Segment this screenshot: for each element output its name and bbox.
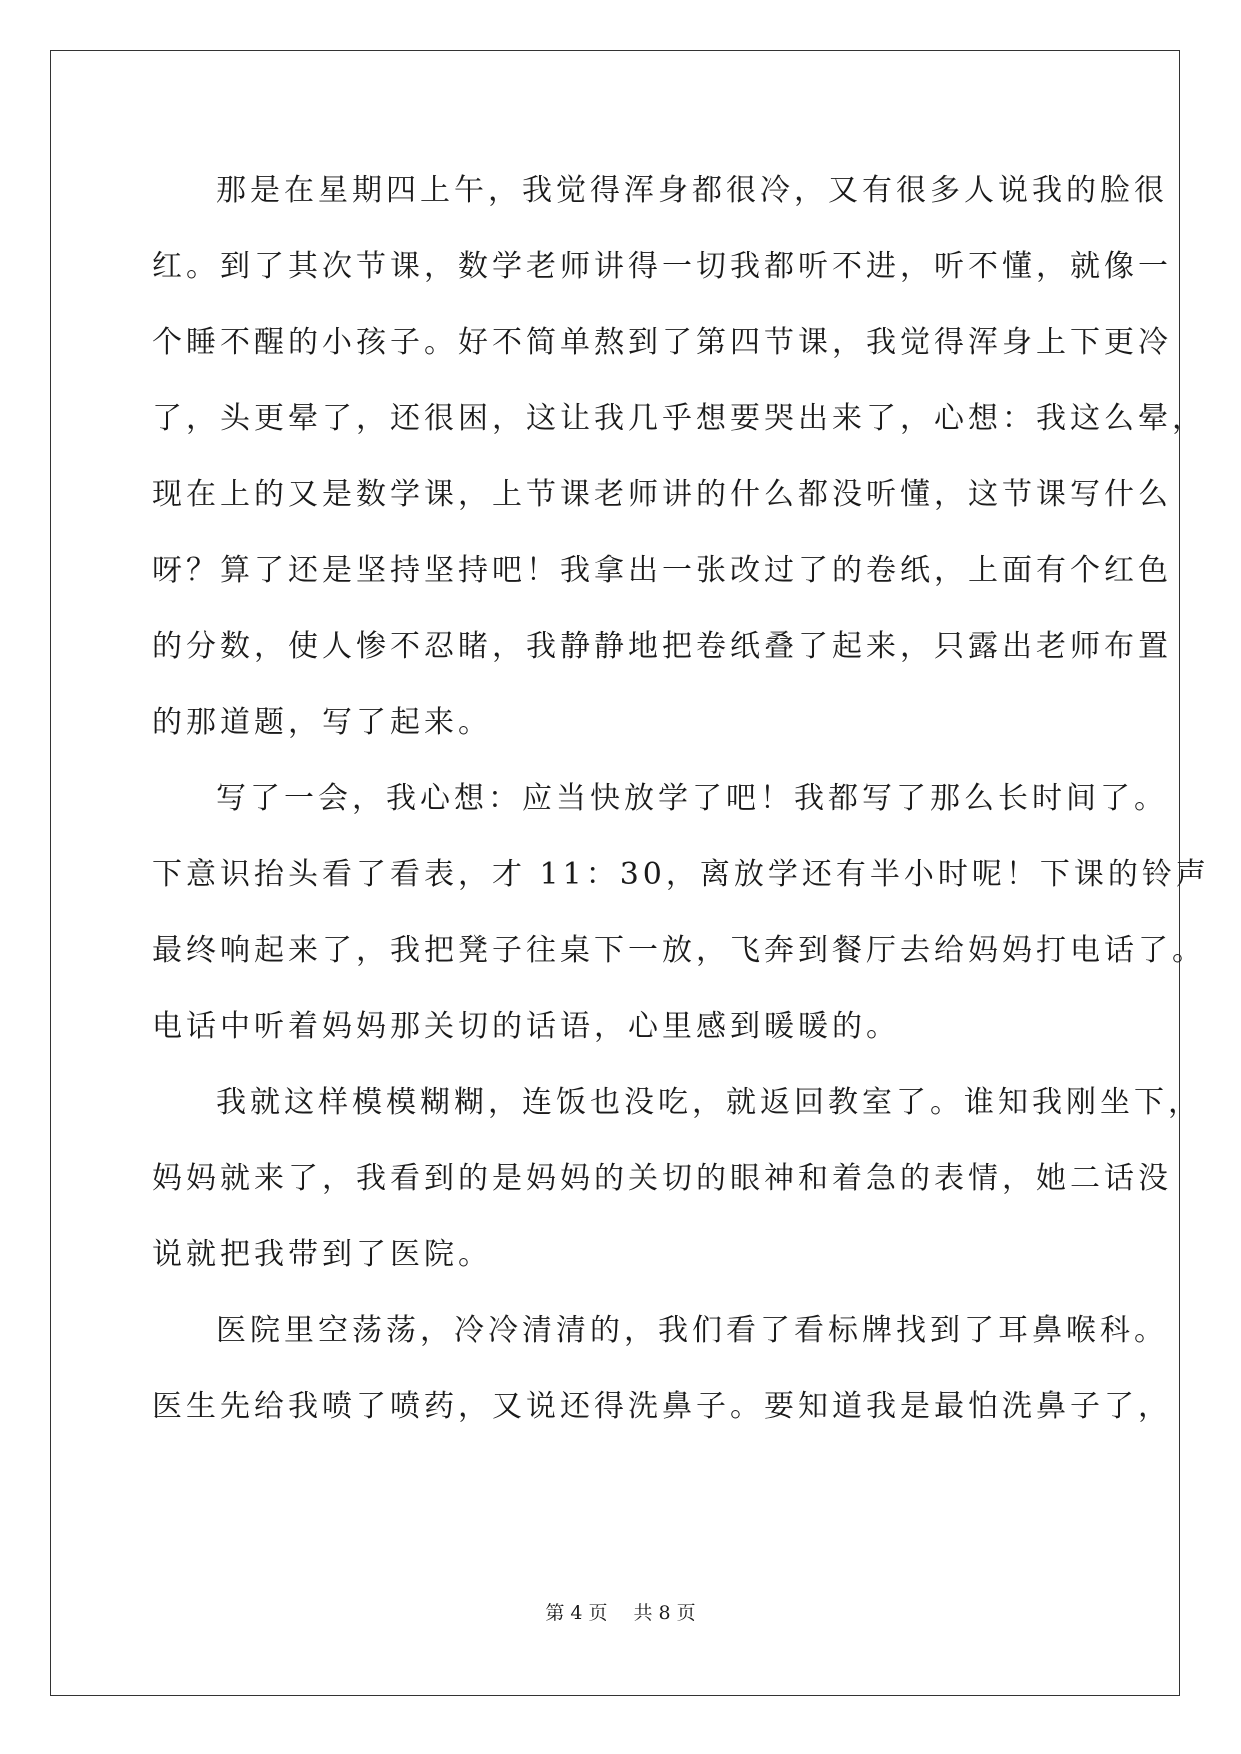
paragraph-4-line-1: 医院里空荡荡，冷冷清清的，我们看了看标牌找到了耳鼻喉科。 (216, 1313, 1168, 1348)
paragraph-1-line-1: 那是在星期四上午，我觉得浑身都很冷，又有很多人说我的脸很 (216, 173, 1168, 208)
paragraph-1-line-7: 的分数，使人惨不忍睹，我静静地把卷纸叠了起来，只露出老师布置 (152, 629, 1172, 664)
page-footer (0, 1598, 1241, 1625)
paragraph-2-line-3: 最终响起来了，我把凳子往桌下一放，飞奔到餐厅去给妈妈打电话了。 (152, 933, 1206, 968)
page-total: 共 8 页 (633, 1602, 696, 1624)
page-number: 第 4 页 (545, 1602, 608, 1624)
paragraph-1-line-8: 的那道题，写了起来。 (152, 705, 492, 740)
paragraph-3-line-3: 说就把我带到了医院。 (152, 1237, 492, 1272)
paragraph-2-line-4: 电话中听着妈妈那关切的话语，心里感到暖暖的。 (152, 1009, 900, 1044)
paragraph-1-line-3: 个睡不醒的小孩子。好不简单熬到了第四节课，我觉得浑身上下更冷 (152, 325, 1172, 360)
document-body (152, 160, 1210, 1452)
paragraph-2-line-2: 下意识抬头看了看表，才 11：30，离放学还有半小时呢！下课的铃声 (152, 857, 1210, 892)
paragraph-1-line-4: 了，头更晕了，还很困，这让我几乎想要哭出来了，心想：我这么晕， (152, 401, 1206, 436)
paragraph-1-line-2: 红。到了其次节课，数学老师讲得一切我都听不进，听不懂，就像一 (152, 249, 1172, 284)
paragraph-3-line-2: 妈妈就来了，我看到的是妈妈的关切的眼神和着急的表情，她二话没 (152, 1161, 1172, 1196)
paragraph-4-line-2: 医生先给我喷了喷药，又说还得洗鼻子。要知道我是最怕洗鼻子了， (152, 1389, 1172, 1424)
paragraph-3-line-1: 我就这样模模糊糊，连饭也没吃，就返回教室了。谁知我刚坐下， (216, 1085, 1202, 1120)
paragraph-1-line-5: 现在上的又是数学课，上节课老师讲的什么都没听懂，这节课写什么 (152, 477, 1172, 512)
paragraph-1-line-6: 呀？算了还是坚持坚持吧！我拿出一张改过了的卷纸，上面有个红色 (152, 553, 1172, 588)
paragraph-2-line-1: 写了一会，我心想：应当快放学了吧！我都写了那么长时间了。 (216, 781, 1168, 816)
